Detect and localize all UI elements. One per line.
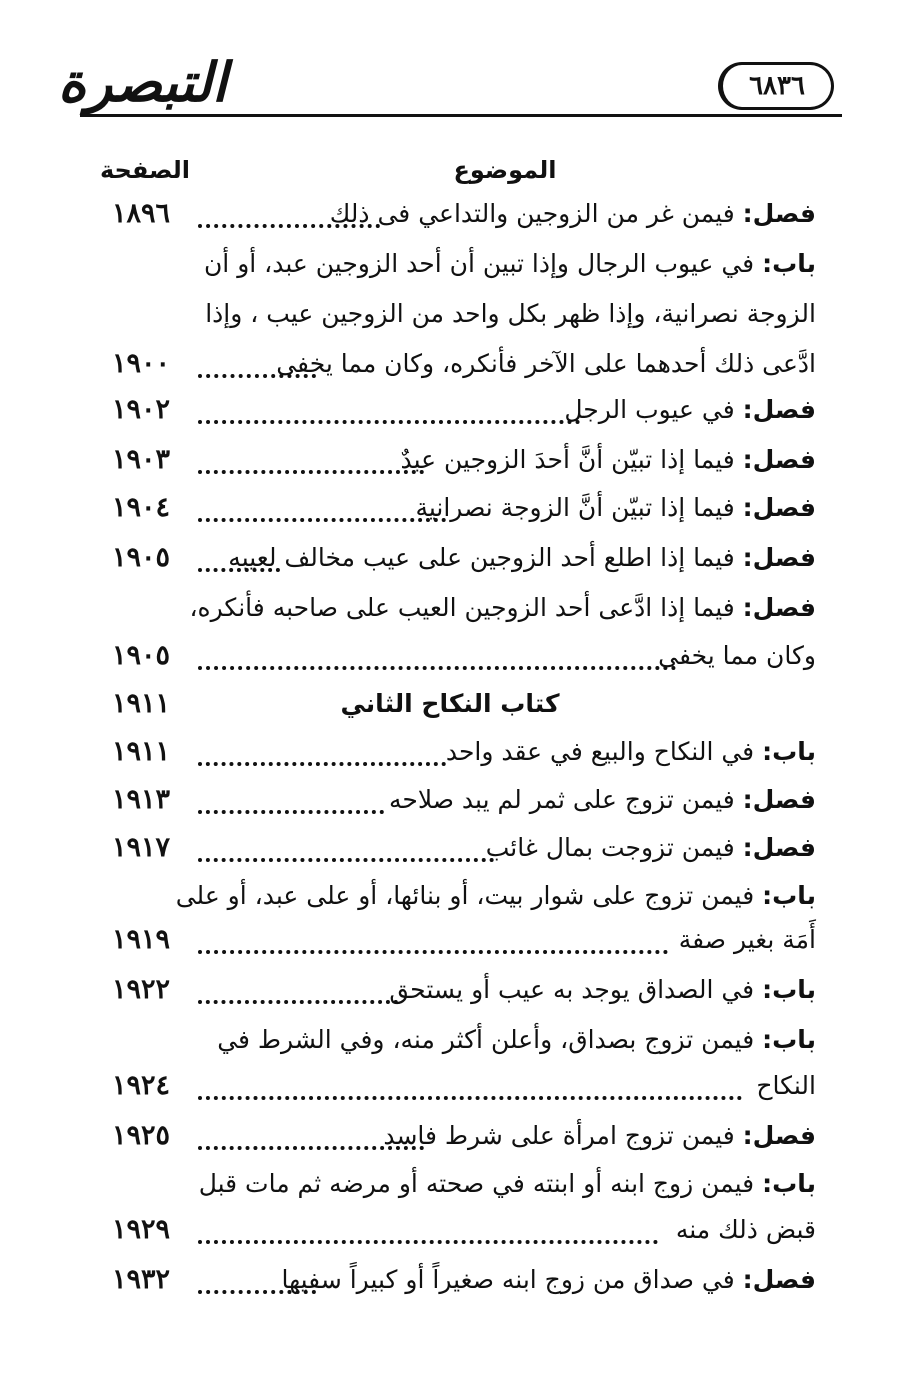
entry-text: أَمَة بغير صفة <box>678 925 816 954</box>
leader-dots <box>198 1146 424 1150</box>
toc-entry <box>100 586 816 630</box>
entry-text: ادَّعى ذلك أحدهما على الآخر فأنكره، وكان مما يخفى <box>276 349 816 378</box>
entry-keyword: فصل: <box>742 199 816 228</box>
leader-dots <box>198 1290 316 1294</box>
entry-text: فيما إذا اطلع أحد الزوجين على عيب مخالف لعيبه <box>228 543 743 572</box>
entry-text: فيمن زوج ابنه أو ابنته في صحته أو مرضه ثم مات قبل <box>198 1169 763 1198</box>
entry-text: قبض ذلك منه <box>675 1215 816 1244</box>
entry-keyword: باب: <box>762 249 816 278</box>
leader-dots <box>198 810 384 814</box>
entry-keyword: فصل: <box>742 543 816 572</box>
column-head-page: الصفحة <box>100 156 191 184</box>
toc-entry <box>100 874 816 918</box>
page-ref: ١٩٠٥ <box>111 640 170 671</box>
leader-dots <box>198 950 668 954</box>
page-ref: ١٩٠٢ <box>111 394 170 425</box>
page-ref: ١٩٢٤ <box>111 1070 170 1101</box>
entry-keyword: باب: <box>762 881 816 910</box>
leader-dots <box>198 1240 658 1244</box>
entry-keyword: فصل: <box>742 593 816 622</box>
page-number-badge: ٦٨٣٦ <box>718 62 834 110</box>
book-title: التبصرة <box>58 50 227 114</box>
toc-entry <box>100 1162 816 1206</box>
leader-dots <box>198 224 380 228</box>
entry-text: فيمن تزوج على شوار بيت، أو بنائها، أو على عبد، أو على <box>175 881 763 910</box>
leader-dots <box>198 1096 742 1100</box>
entry-keyword: فصل: <box>742 833 816 862</box>
leader-dots <box>198 518 446 522</box>
page-ref: ١٩٠٠ <box>111 348 170 379</box>
entry-text: فيما إذا ادَّعى أحد الزوجين العيب على صاحبه فأنكره، <box>189 593 743 622</box>
toc-entry <box>176 968 816 1012</box>
entry-text: وكان مما يخفى <box>658 641 816 670</box>
toc-entry <box>100 242 816 286</box>
page-ref: ١٩٢٩ <box>111 1214 170 1245</box>
toc-entry <box>176 826 816 870</box>
entry-keyword: فصل: <box>742 445 816 474</box>
toc-entry <box>176 192 816 236</box>
toc-entry <box>176 1114 816 1158</box>
entry-text: في عيوب الرجال وإذا تبين أن أحد الزوجين عبد، أو أن <box>203 249 763 278</box>
entry-keyword: باب: <box>762 737 816 766</box>
entry-keyword: باب: <box>762 975 816 1004</box>
toc-entry <box>176 486 816 530</box>
toc-entry-continuation <box>176 634 816 678</box>
toc-entry-continuation <box>176 1208 816 1252</box>
page-ref: ١٩٣٢ <box>111 1264 170 1295</box>
toc-entry <box>176 536 816 580</box>
leader-dots <box>198 420 580 424</box>
leader-dots <box>198 762 446 766</box>
page-ref: ١٩٢٥ <box>111 1120 170 1151</box>
toc-entry <box>176 1258 816 1302</box>
entry-keyword: فصل: <box>742 395 816 424</box>
entry-keyword: باب: <box>762 1169 816 1198</box>
entry-text: فيمن تزوج امرأة على شرط فاسد <box>383 1121 743 1150</box>
page-ref: ١٩١١ <box>111 736 170 767</box>
entry-text: فيما إذا تبيّن أنَّ الزوجة نصرانية <box>415 493 743 522</box>
entry-text: النكاح <box>756 1071 816 1100</box>
leader-dots <box>198 858 494 862</box>
toc-entry <box>176 388 816 432</box>
entry-keyword: فصل: <box>742 493 816 522</box>
entry-keyword: فصل: <box>742 785 816 814</box>
leader-dots <box>198 470 424 474</box>
toc-entry <box>176 730 816 774</box>
toc-entry <box>176 778 816 822</box>
entry-text: في صداق من زوج ابنه صغيراً أو كبيراً سفيها <box>281 1265 743 1294</box>
book-section-heading: كتاب النكاح الثاني <box>340 689 560 718</box>
toc-entry-continuation <box>176 918 816 962</box>
entry-text: فيمن تزوج بصداق، وأعلن أكثر منه، وفي الشرط في <box>217 1025 763 1054</box>
header-rule <box>80 114 842 117</box>
entry-text: فيما إذا تبيّن أنَّ أحدَ الزوجين عبدٌ <box>400 445 743 474</box>
page-ref: ١٩٢٢ <box>111 974 170 1005</box>
entry-text: فيمن غر من الزوجين والتداعي فى ذلك <box>329 199 743 228</box>
page-ref: ١٩١٩ <box>111 924 170 955</box>
entry-text: فيمن تزوج على ثمر لم يبد صلاحه <box>388 785 743 814</box>
page-ref: ١٨٩٦ <box>111 198 170 229</box>
entry-text: فيمن تزوجت بمال غائب <box>485 833 743 862</box>
entry-keyword: باب: <box>762 1025 816 1054</box>
page-ref: ١٩١١ <box>111 688 170 719</box>
leader-dots <box>198 568 280 572</box>
leader-dots <box>198 1000 398 1004</box>
entry-text: في الصداق يوجد به عيب أو يستحق <box>389 975 763 1004</box>
toc-entry <box>100 1018 816 1062</box>
page-ref: ١٩١٣ <box>111 784 170 815</box>
entry-text: الزوجة نصرانية، وإذا ظهر بكل واحد من الزوجين عيب ، وإذا <box>205 299 816 328</box>
toc-entry <box>176 438 816 482</box>
column-head-topic: الموضوع <box>453 156 557 184</box>
entry-keyword: فصل: <box>742 1121 816 1150</box>
page-ref: ١٩٠٥ <box>111 542 170 573</box>
toc-entry-continuation <box>176 1064 816 1108</box>
entry-text: في النكاح والبيع في عقد واحد <box>445 737 763 766</box>
leader-dots <box>198 666 676 670</box>
page-ref: ١٩١٧ <box>111 832 170 863</box>
entry-text: في عيوب الرجل <box>564 395 743 424</box>
toc-entry-continuation <box>176 342 816 386</box>
entry-keyword: فصل: <box>742 1265 816 1294</box>
page-ref: ١٩٠٣ <box>111 444 170 475</box>
leader-dots <box>198 374 316 378</box>
page-ref: ١٩٠٤ <box>111 492 170 523</box>
toc-entry-continuation <box>100 292 816 336</box>
